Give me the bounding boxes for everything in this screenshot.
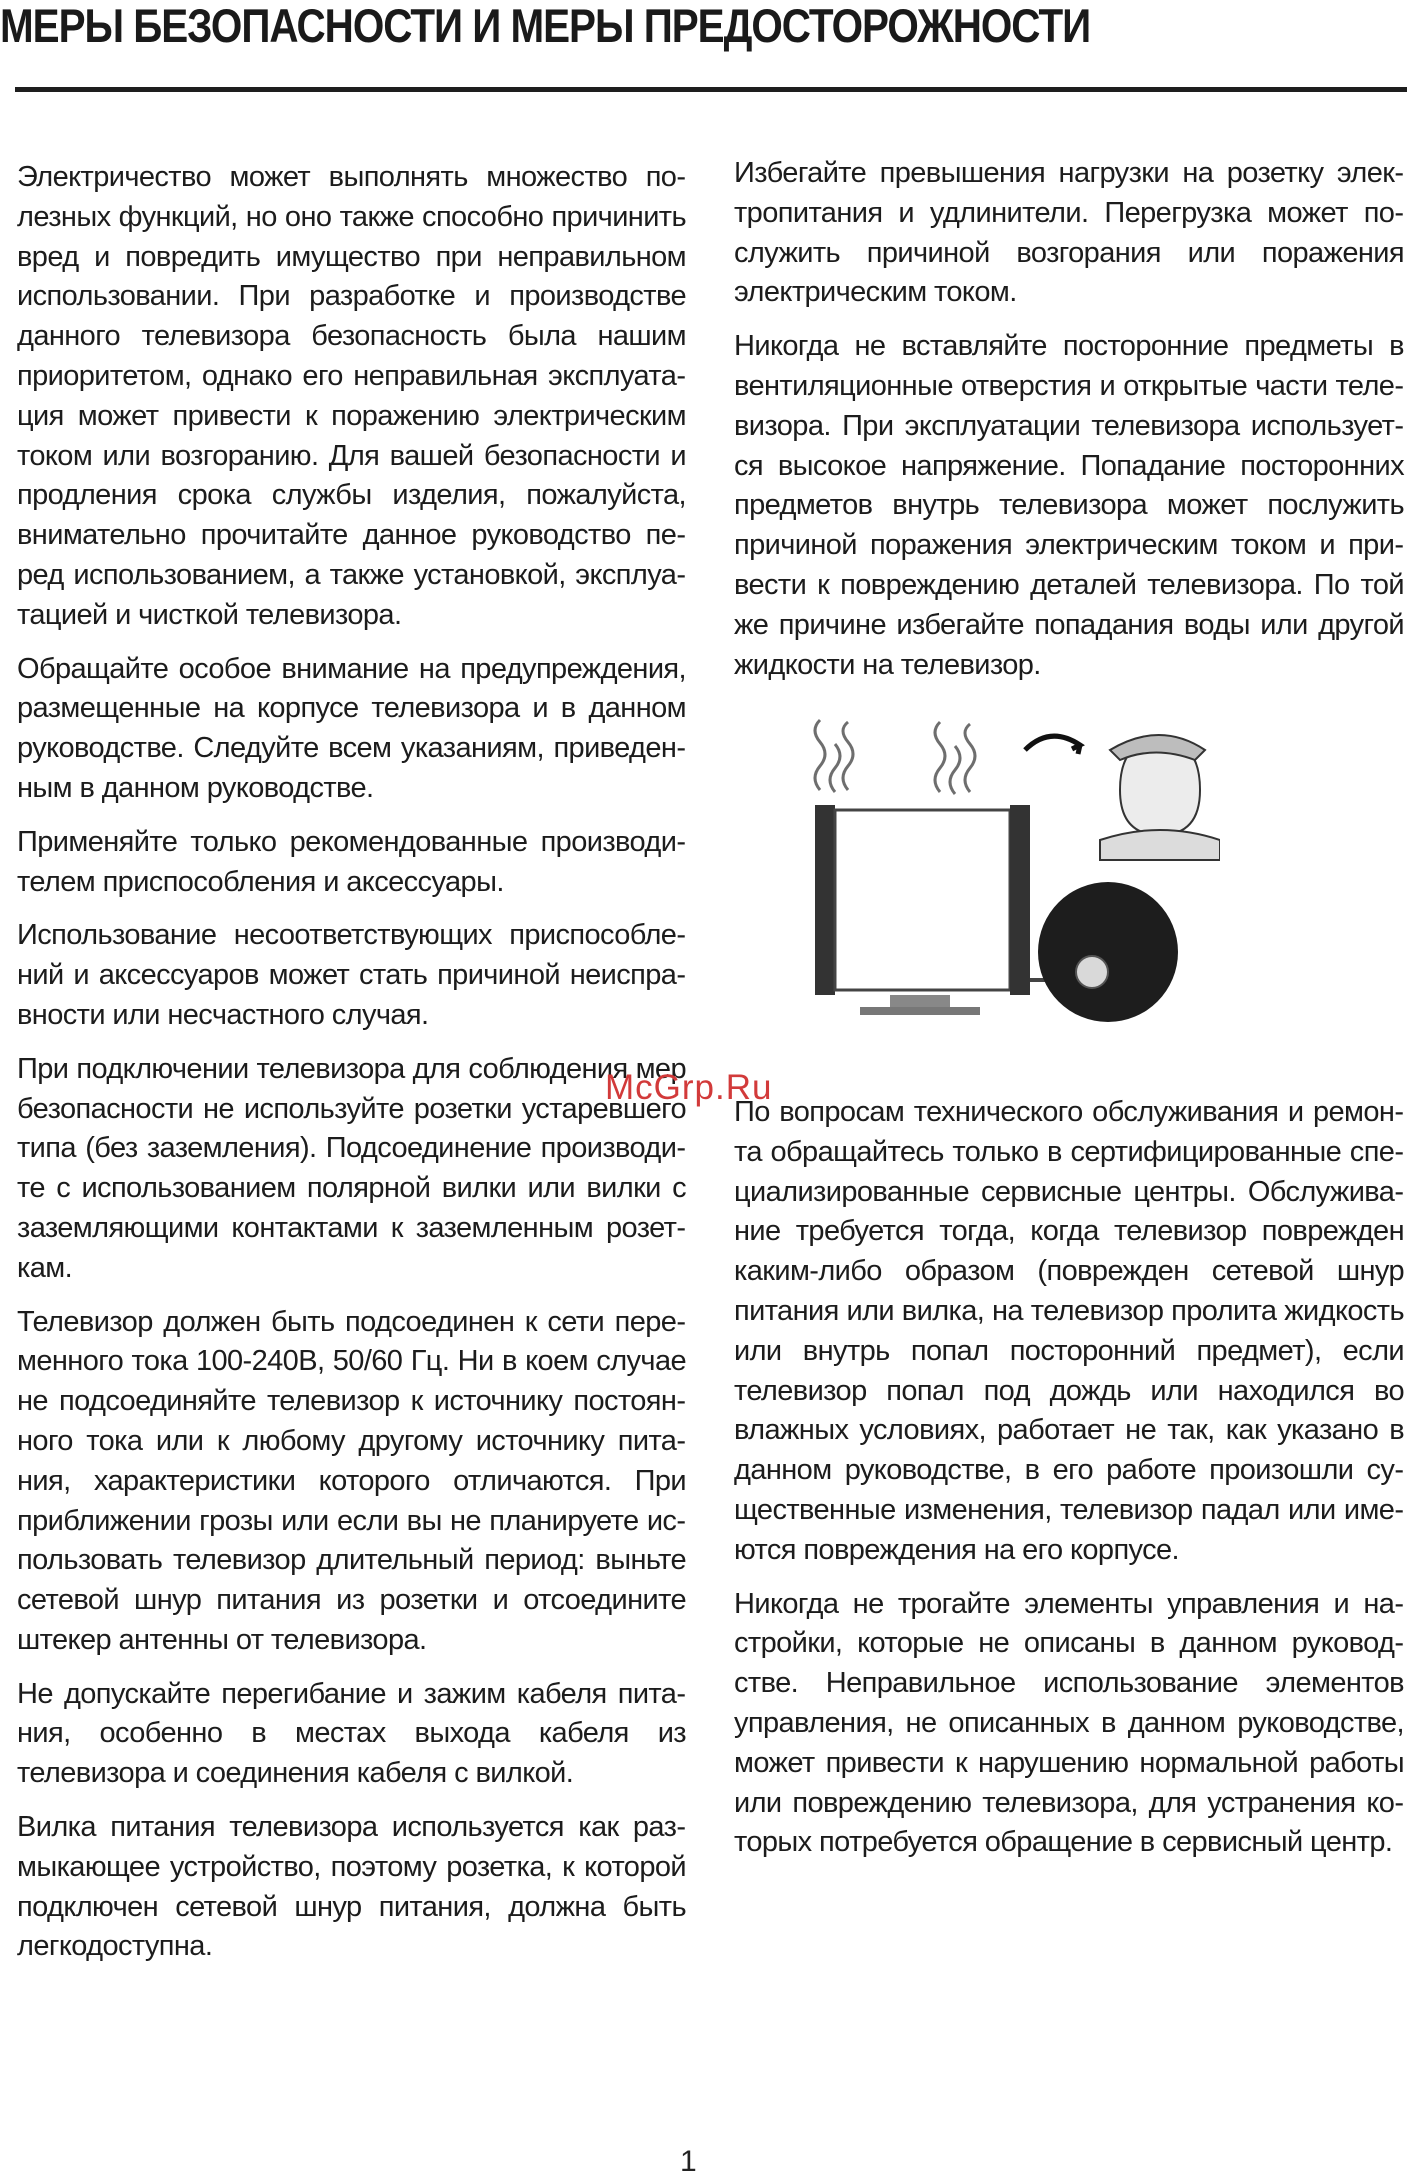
right-column-top	[734, 154, 1404, 699]
smoke-icon	[815, 720, 975, 794]
paragraph: Избегайте превышения нагрузки на розетку электропитания и удлинители. Перегрузка может послужить причиной возгорания или поражения электрическим током.	[734, 157, 1404, 309]
page-number: 1	[680, 2145, 697, 2178]
person-icon	[1025, 735, 1220, 860]
paragraph: Никогда не вставляйте посторонние предметы в вентиляционные отверстия и открытые части телевизора. При эксплуатации телевизора используется высокое напряжение. Попадание посторонних предметов внутрь телевизора может послужить причиной поражения электрическим током и привести к повреждению деталей телевизора. По той же причине избегайте попадания воды или другой жидкости на телевизор.	[734, 330, 1404, 681]
paragraph: При подключении телевизора для соблюдения мер безопасности не используйте розетки устаревшего типа (без заземления). Подсоединение производите с использованием полярной вилки или вилки с заземляющими контактами к заземленным розеткам.	[17, 1052, 686, 1284]
paragraph: Никогда не трогайте элементы управления и настройки, которые не описаны в данном руководстве. Неправильное использование элементов управления, не описанных в данном руководстве, может привести к нарушению нормальной работы или повреждению телевизора, для устранения которых потребуется обращение в сервисный центр.	[734, 1587, 1404, 1859]
page-title: МЕРЫ БЕЗОПАСНОСТИ И МЕРЫ ПРЕДОСТОРОЖНОСТИ	[0, 0, 1091, 52]
right-column-bottom	[734, 1093, 1404, 1877]
paragraph: Не допускайте перегибание и зажим кабеля питания, особенно в местах выхода кабеля из телевизора и соединения кабеля с вилкой.	[17, 1677, 686, 1790]
paragraph: Применяйте только рекомендованные производителем приспособления и аксессуары.	[17, 825, 686, 898]
paragraph: Телевизор должен быть подсоединен к сети переменного тока 100-240В, 50/60 Гц. Ни в коем случае не подсоединяйте телевизор к источнику постоянного тока или к любому другому источнику питания, характеристики которого отличаются. При приближении грозы или если вы не планируете использовать телевизор длительный период: выньте сетевой шнур питания из розетки и отсоедините штекер антенны от телевизора.	[17, 1305, 686, 1656]
paragraph: Электричество может выполнять множество полезных функций, но оно также способно причинить вред и повредить имущество при неправильном использовании. При разработке и производстве данного телевизора безопасность была нашим приоритетом, однако его неправильная эксплуатация может привести к поражению электрическим током или возгоранию. Для вашей безопасности и продления срока службы изделия, пожалуйста, внимательно прочитайте данное руководство перед использованием, а также установкой, эксплуатацией и чисткой телевизора.	[17, 161, 686, 631]
paragraph: Обращайте особое внимание на предупреждения, размещенные на корпусе телевизора и в данном руководстве. Следуйте всем указаниям, приведенным в данном руководстве.	[17, 652, 686, 804]
tv-hazard-illustration	[780, 710, 1220, 1040]
left-column	[17, 158, 686, 1981]
title-rule	[15, 87, 1407, 92]
paragraph: По вопросам технического обслуживания и ремонта обращайтесь только в сертифицированные специализированные сервисные центры. Обслуживание требуется тогда, когда телевизор поврежден каким-либо образом (поврежден сетевой шнур питания или вилка, на телевизор пролита жидкость или внутрь попал посторонний предмет), если телевизор попал под дождь или находился во влажных условиях, работает не так, как указано в данном руководстве, в его работе произошли существенные изменения, телевизор падал или имеются повреждения на его корпусе.	[734, 1096, 1404, 1566]
cable-reel-icon	[1030, 882, 1178, 1022]
tv-icon	[815, 805, 1030, 1015]
paragraph: Использование несоответствующих приспособлений и аксессуаров может стать причиной неисправности или несчастного случая.	[17, 919, 686, 1031]
watermark: McGrp.Ru	[605, 1068, 773, 1107]
paragraph: Вилка питания телевизора используется как размыкающее устройство, поэтому розетка, к которой подключен сетевой шнур питания, должна быть легкодоступна.	[17, 1811, 686, 1963]
